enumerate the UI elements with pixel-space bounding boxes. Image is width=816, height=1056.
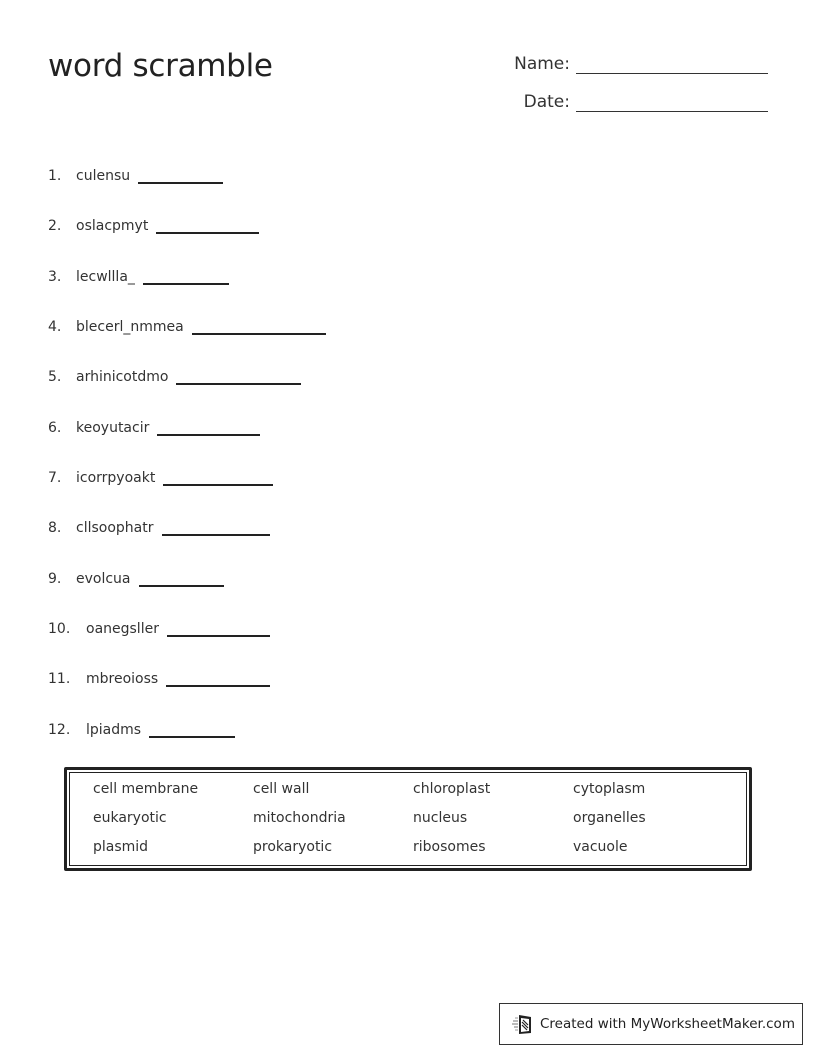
question-item [48,315,326,335]
worksheet-maker-logo-icon [512,1013,534,1035]
word-bank-item: nucleus [413,810,468,826]
question-item [48,265,229,285]
question-item [48,516,270,536]
word-bank-item: plasmid [93,839,149,855]
answer-blank [162,533,270,536]
question-item [48,164,223,184]
name-field [500,54,768,74]
scrambled-word: keoyutacir [76,420,150,436]
question-number: 6. [48,420,62,436]
page-title: word scramble [48,48,273,84]
word-bank-box [64,767,752,871]
footer-credit[interactable] [499,1003,803,1045]
question-item [48,365,301,385]
question-number: 12. [48,722,71,738]
word-bank-item: ribosomes [413,839,486,855]
scrambled-word: blecerl_nmmea [76,319,184,335]
word-bank-item: cell wall [253,781,310,797]
date-label: Date: [523,92,570,112]
scrambled-word: oanegsller [86,621,159,637]
answer-blank [157,433,260,436]
scrambled-word: icorrpyoakt [76,470,156,486]
scrambled-word: oslacpmyt [76,218,149,234]
answer-blank [166,684,270,687]
word-bank-item: chloroplast [413,781,491,797]
answer-blank [156,231,259,234]
word-bank-item: mitochondria [253,810,346,826]
date-line [576,97,768,112]
scrambled-word: lpiadms [86,722,142,738]
question-number: 3. [48,269,62,285]
answer-blank [139,584,224,587]
question-item [48,567,224,587]
footer-text: Created with MyWorksheetMaker.com [540,1016,795,1032]
answer-blank [192,332,326,335]
word-bank-item: organelles [573,810,646,826]
question-number: 7. [48,470,62,486]
question-number: 9. [48,571,62,587]
word-bank-item: eukaryotic [93,810,167,826]
question-number: 4. [48,319,62,335]
question-number: 1. [48,168,62,184]
name-label: Name: [514,54,570,74]
question-item [48,718,235,738]
answer-blank [138,181,223,184]
answer-blank [176,382,301,385]
scrambled-word: lecwllla_ [76,269,135,285]
question-number: 5. [48,369,62,385]
question-number: 2. [48,218,62,234]
scrambled-word: cllsoophatr [76,520,154,536]
answer-blank [143,282,229,285]
question-item [48,416,260,436]
question-item [48,667,270,687]
question-item [48,214,259,234]
answer-blank [163,483,273,486]
word-bank-item: vacuole [573,839,628,855]
scrambled-word: arhinicotdmo [76,369,169,385]
word-bank-item: cytoplasm [573,781,646,797]
question-item [48,466,273,486]
word-bank-item: prokaryotic [253,839,333,855]
word-bank-item: cell membrane [93,781,199,797]
scrambled-word: mbreoioss [86,671,159,687]
scrambled-word: culensu [76,168,131,184]
question-number: 11. [48,671,71,687]
question-item [48,617,270,637]
scrambled-word: evolcua [76,571,131,587]
answer-blank [149,735,235,738]
date-field [500,92,768,112]
name-line [576,59,768,74]
word-bank-grid [93,781,733,868]
question-number: 8. [48,520,62,536]
question-number: 10. [48,621,71,637]
answer-blank [167,634,270,637]
